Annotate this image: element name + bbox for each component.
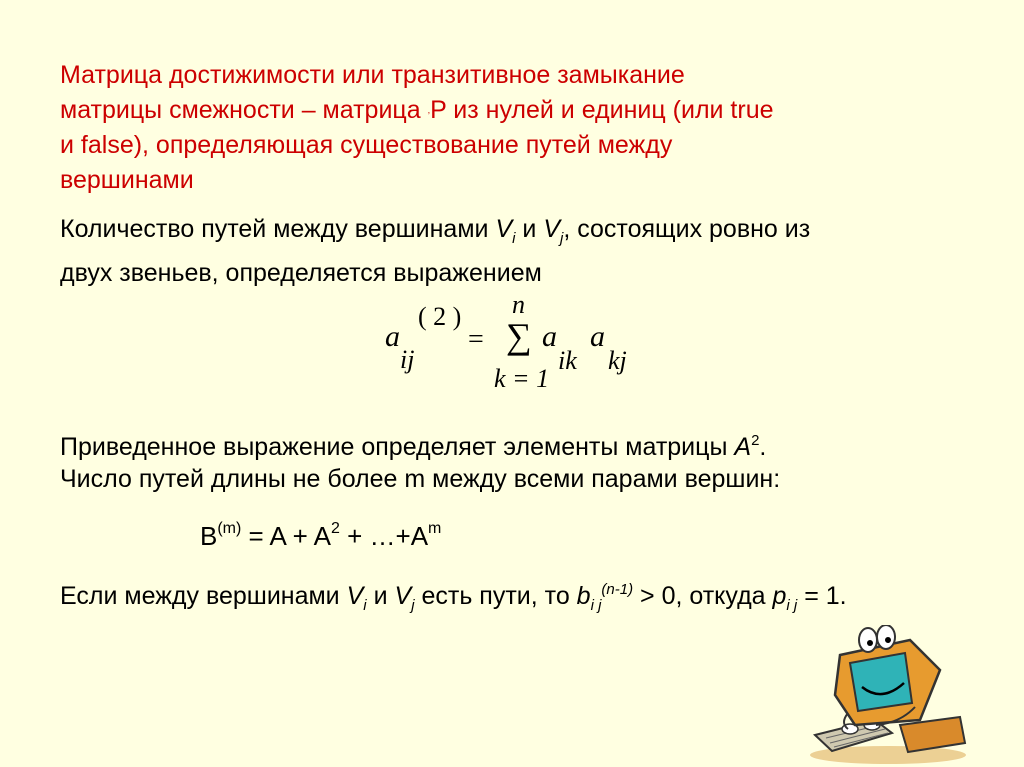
formula-a-ij-squared: a ij ( 2 ) = n ∑ k = 1 a ik a kj [385, 290, 627, 393]
definition-line-1: Матрица достижимости или транзитивное замыкание [60, 61, 685, 89]
definition-line-4: вершинами [60, 166, 194, 194]
definition-line-2: матрицы смежности – матрица ,P из нулей и единиц (или true [60, 96, 774, 124]
two-step-paths-line-1: Количество путей между вершинами $V_i$ и $V_j$, состоящих ровно из [60, 215, 811, 247]
smiling-computer-icon [800, 625, 970, 765]
two-step-paths-paragraph [60, 212, 810, 291]
sigma-symbol: ∑ [506, 316, 532, 356]
formula-b-m: $B^{(m)} = A + A^2$ + $\dots+A^m$ [200, 520, 442, 551]
definition-paragraph [60, 58, 774, 198]
stray-mark: , [427, 105, 431, 115]
conclusion-line: Если между вершинами $V_i$ и $V_j$ есть пути, то $b_{i j}^{(n-1)} > 0$, откуда $p_{i j} = 1$. [60, 581, 847, 614]
two-step-paths-line-2: двух звеньев, определяется выражением [60, 259, 542, 287]
definition-line-3: и false), определяющая существование путей между [60, 131, 673, 159]
paths-up-to-m-line: Число путей длины не более m между всеми парами вершин: [60, 465, 781, 493]
matrix-a2-line: Приведенное выражение определяет элементы матрицы $A^2$. [60, 432, 767, 461]
